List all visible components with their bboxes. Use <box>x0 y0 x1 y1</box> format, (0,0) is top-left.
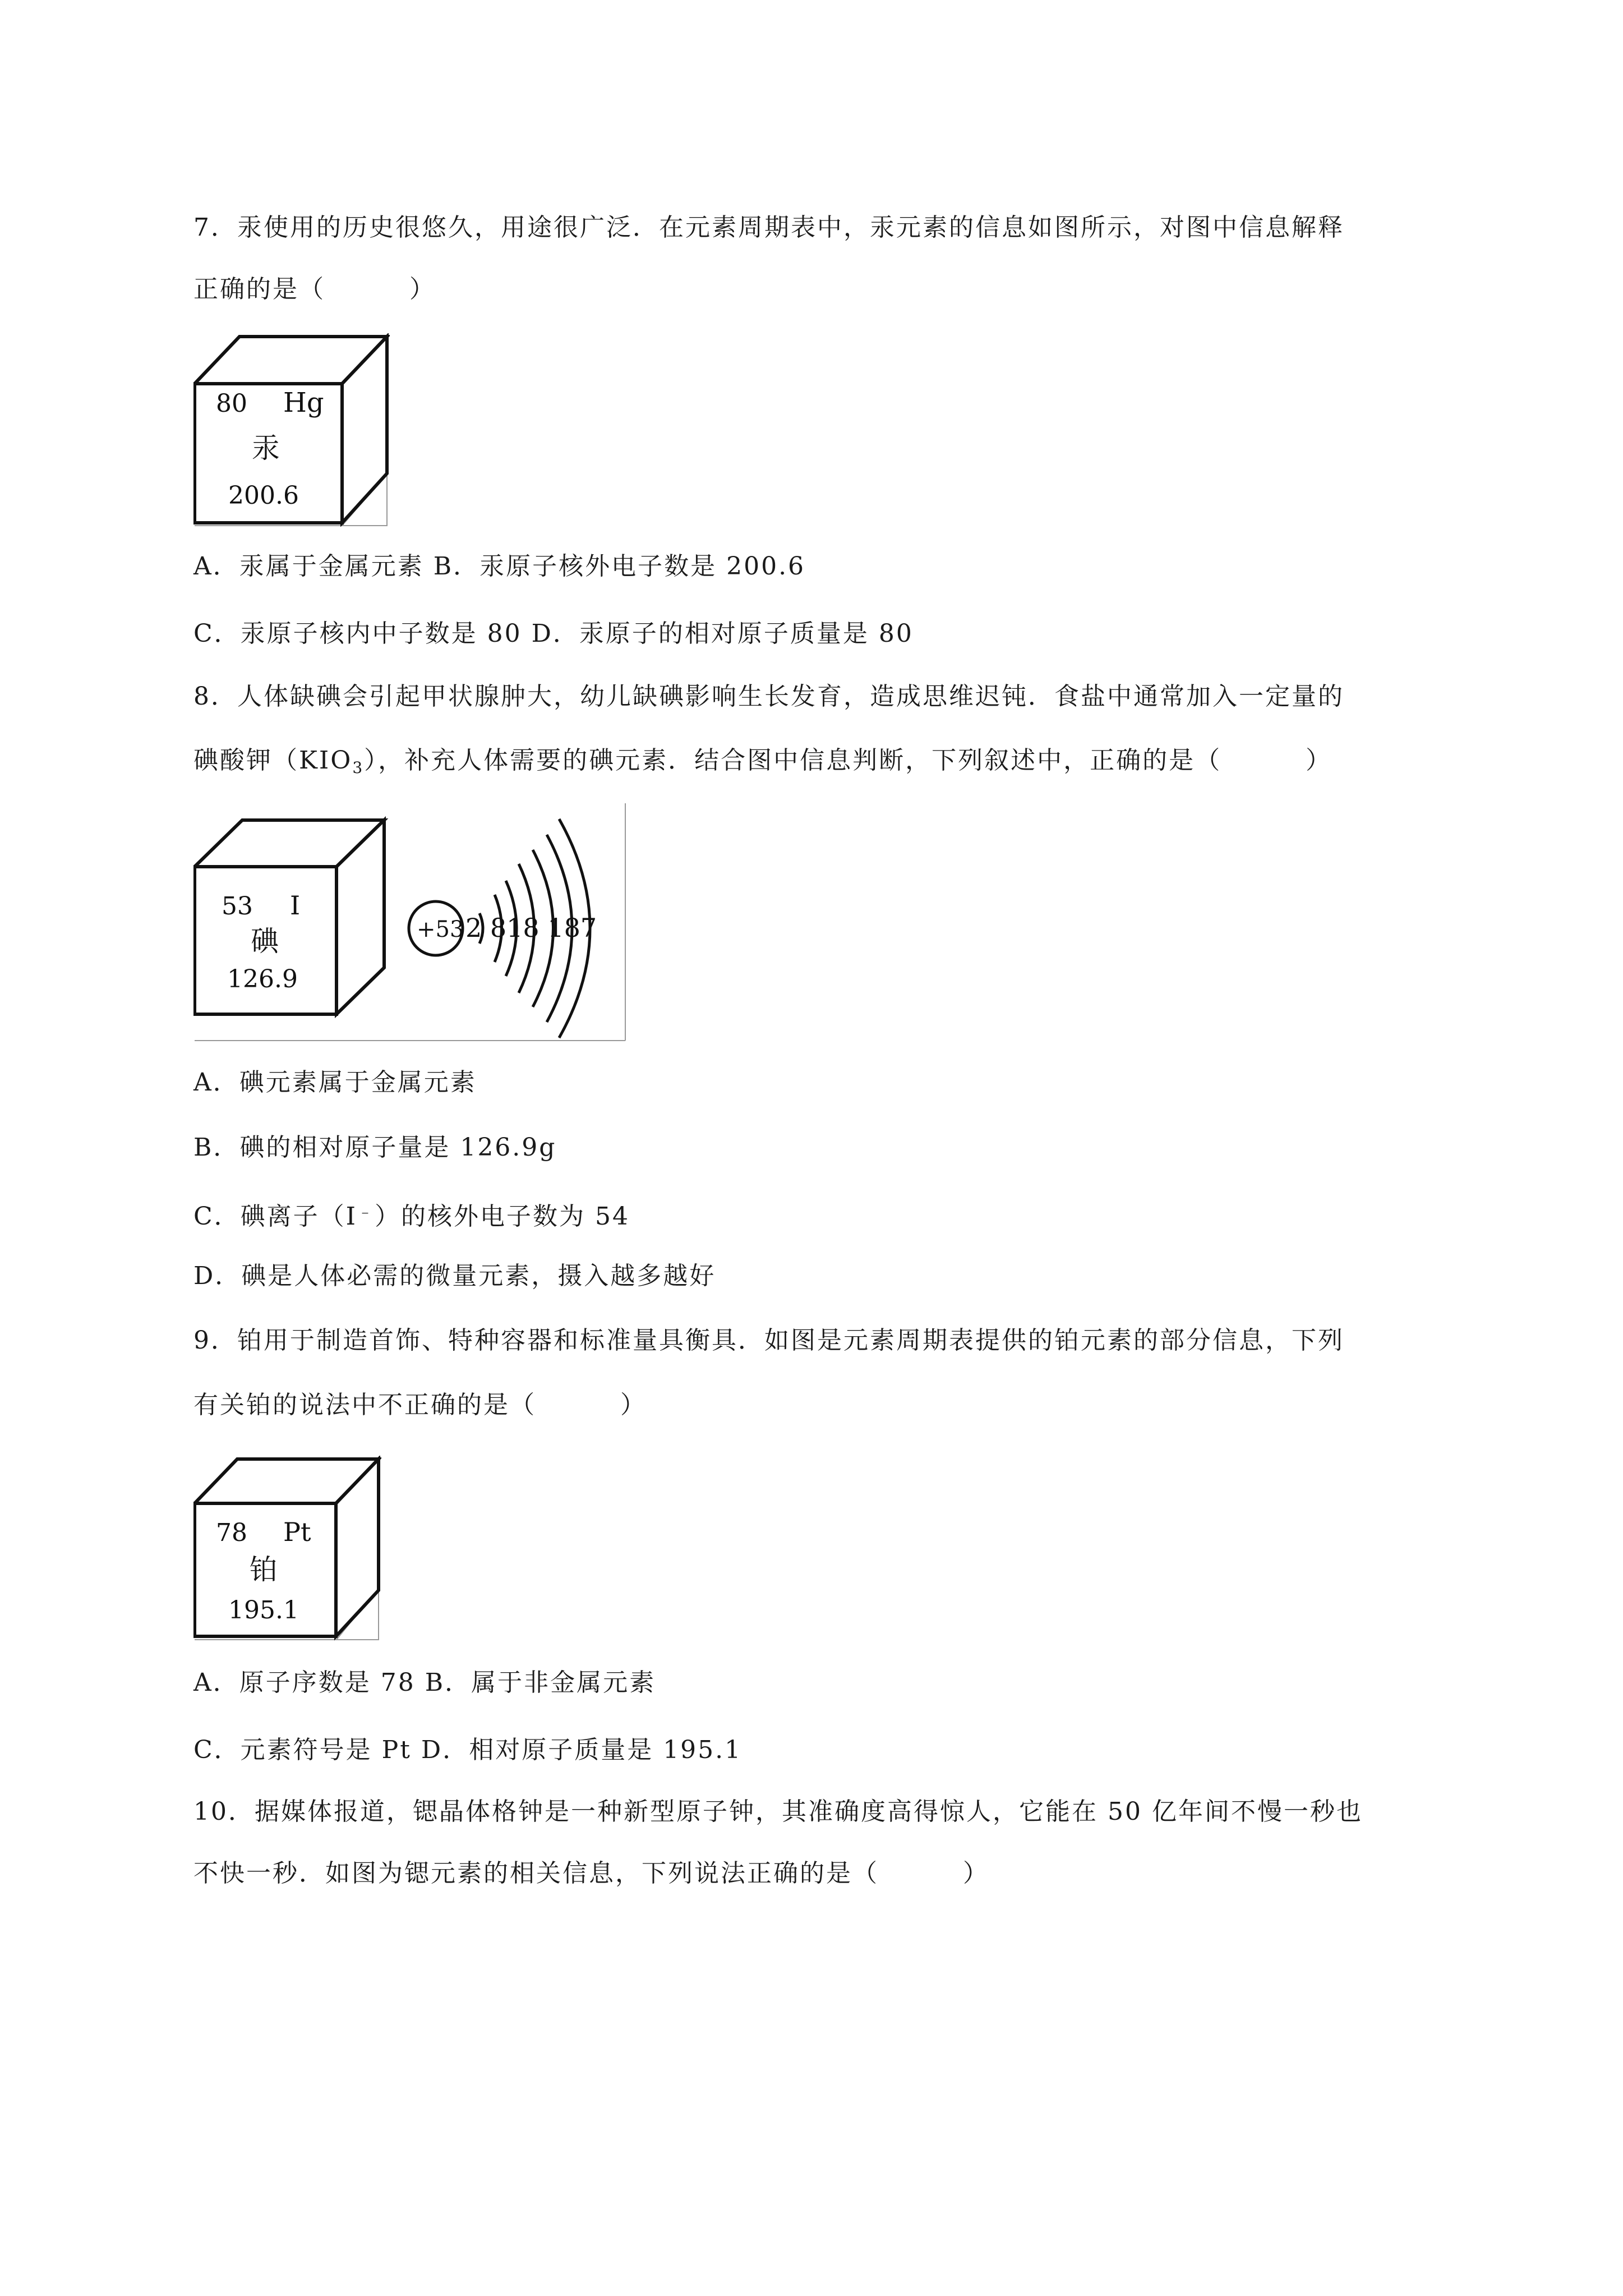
q10-stem-line1: 10．据媒体报道，锶晶体格钟是一种新型原子钟，其准确度高得惊人，它能在 50 亿年间不慢一秒也 <box>193 1797 1363 1826</box>
q8-option-c: C．碘离子（I﹣）的核外电子数为 54 <box>193 1202 630 1231</box>
q9-stem-line2: 有关铂的说法中不正确的是（ ） <box>193 1391 647 1419</box>
q8-stem-line2: 碘酸钾$(KIO_3)$，补充人体需要的碘元素．结合图中信息判断，下列叙述中，正确的是（ ） <box>193 746 1332 777</box>
q7-stem-line2: 正确的是（ ） <box>193 275 436 303</box>
electron-shells: 2 818 187 <box>465 913 597 943</box>
q9-options-cd: C．元素符号是 Pt D．相对原子质量是 195.1 <box>193 1736 743 1764</box>
element-number: 80 <box>216 389 247 418</box>
element-name: 铂 <box>250 1553 278 1586</box>
element-number: 78 <box>216 1519 247 1547</box>
q8-stem-line1: 8．人体缺碘会引起甲状腺肿大，幼儿缺碘影响生长发育，造成思维迟钝．食盐中通常加入一定量的 <box>193 682 1344 711</box>
q7-mercury-element-card <box>193 333 390 529</box>
q10-stem-line2: 不快一秒．如图为锶元素的相关信息，下列说法正确的是（ ） <box>193 1859 989 1888</box>
q7-options-ab: A．汞属于金属元素 B．汞原子核外电子数是 200.6 <box>193 552 806 581</box>
q8-option-b: B．碘的相对原子量是 126.9g <box>193 1133 557 1162</box>
element-mass: 126.9 <box>227 965 298 993</box>
q9-options-ab: A．原子序数是 78 B．属于非金属元素 <box>193 1668 656 1697</box>
q9-stem-line1: 9．铂用于制造首饰、特种容器和标准量具衡具．如图是元素周期表提供的铂元素的部分信息，下列 <box>193 1326 1344 1355</box>
element-symbol: Hg <box>283 387 324 418</box>
element-mass: 195.1 <box>228 1596 299 1625</box>
element-name: 汞 <box>252 432 280 464</box>
q7-stem-line1: 7．汞使用的历史很悠久，用途很广泛．在元素周期表中，汞元素的信息如图所示，对图中信息解释 <box>193 213 1344 242</box>
q8-iodine-figure <box>193 802 628 1046</box>
element-name: 碘 <box>251 925 279 958</box>
element-number: 53 <box>222 892 253 921</box>
q8-option-a: A．碘元素属于金属元素 <box>193 1068 477 1097</box>
element-symbol: I <box>290 890 301 921</box>
q7-options-cd: C．汞原子核内中子数是 80 D．汞原子的相对原子质量是 80 <box>193 619 914 648</box>
q9-platinum-element-card <box>193 1456 381 1643</box>
nucleus-charge: +53 <box>417 917 464 942</box>
q8-option-d: D．碘是人体必需的微量元素，摄入越多越好 <box>193 1262 716 1290</box>
element-mass: 200.6 <box>228 481 299 510</box>
element-symbol: Pt <box>283 1517 311 1547</box>
